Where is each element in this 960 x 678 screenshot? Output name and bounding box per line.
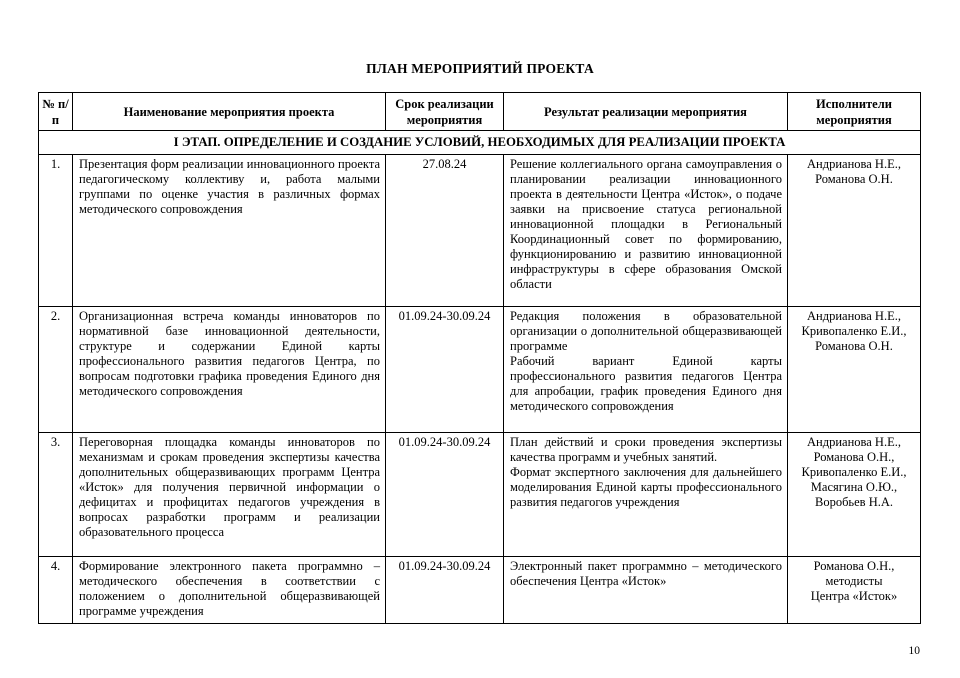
table-row xyxy=(39,433,921,557)
stage-section-title: I ЭТАП. ОПРЕДЕЛЕНИЕ И СОЗДАНИЕ УСЛОВИЙ, НЕОБХОДИМЫХ ДЛЯ РЕАЛИЗАЦИИ ПРОЕКТА xyxy=(39,131,921,155)
cell-period: 01.09.24-30.09.24 xyxy=(386,307,504,433)
document-title: ПЛАН МЕРОПРИЯТИЙ ПРОЕКТА xyxy=(366,61,594,76)
cell-result xyxy=(504,433,788,557)
stage-section-row xyxy=(39,131,921,155)
executor-line: Романова О.Н., xyxy=(813,450,895,464)
executor-line: Андрианова Н.Е., xyxy=(807,435,901,449)
result-paragraph: Формат экспертного заключения для дальнейшего моделирования Единой карты профессионального развития педагогов учреждения xyxy=(510,465,782,509)
executor-line: Центра «Исток» xyxy=(810,589,898,603)
table-row xyxy=(39,557,921,624)
cell-period: 27.08.24 xyxy=(386,155,504,307)
cell-period: 01.09.24-30.09.24 xyxy=(386,433,504,557)
project-plan-table xyxy=(38,92,921,624)
cell-result xyxy=(504,557,788,624)
executor-line: Кривопаленко Е.И., xyxy=(801,465,907,479)
cell-activity-name: Организационная встреча команды инноваторов по нормативной базе инновационной деятельности, структуре и содержании Единой карты профессионального развития педагогов Центра, по вопросам подготовки графика проведения Единого дня методического сопровождения xyxy=(73,307,386,433)
cell-executors xyxy=(788,433,921,557)
result-paragraph: План действий и сроки проведения экспертизы качества программ и учебных занятий. xyxy=(510,435,782,464)
header-num: № п/п xyxy=(39,93,73,131)
executor-line: Масягина О.Ю., xyxy=(810,480,898,494)
table-header-row xyxy=(39,93,921,131)
executor-line: Кривопаленко Е.И., xyxy=(801,324,907,338)
header-executors: Исполнители мероприятия xyxy=(788,93,921,131)
executor-line: Андрианова Н.Е., xyxy=(807,157,901,171)
cell-activity-name: Формирование электронного пакета программно – методического обеспечения в соответствии с положением о дополнительной общеразвивающей программе учреждения xyxy=(73,557,386,624)
result-paragraph: Решение коллегиального органа самоуправления о планировании реализации инновационного проекта в деятельности Центра «Исток», о подаче заявки на присвоение статуса региональной инновационной площадки в Региональный Координационный совет по формированию, функционированию и развитию инновационной инфраструктуры в сфере образования Омской области xyxy=(510,157,782,291)
cell-result xyxy=(504,307,788,433)
table-row xyxy=(39,155,921,307)
header-period: Срок реализации мероприятия xyxy=(386,93,504,131)
cell-executors xyxy=(788,557,921,624)
cell-executors xyxy=(788,155,921,307)
table-row xyxy=(39,307,921,433)
cell-row-number: 4. xyxy=(39,557,73,624)
cell-activity-name: Переговорная площадка команды инноваторов по механизмам и срокам проведения экспертизы качества дополнительных общеразвивающих программ Центра «Исток» для получения первичной информации о дефицитах и профицитах педагогов учреждения в вопросах разработки программ и реализации образовательного процесса xyxy=(73,433,386,557)
cell-row-number: 2. xyxy=(39,307,73,433)
cell-activity-name: Презентация форм реализации инновационного проекта педагогическому коллективу и, работа малыми группами по оценке участия в различных формах методического сопровождения xyxy=(73,155,386,307)
result-paragraph: Электронный пакет программно – методического обеспечения Центра «Исток» xyxy=(510,559,782,588)
executor-line: Андрианова Н.Е., xyxy=(807,309,901,323)
result-paragraph: Рабочий вариант Единой карты профессионального развития педагогов Центра для апробации, график проведения Единого дня методического сопровождения xyxy=(510,354,782,413)
cell-row-number: 1. xyxy=(39,155,73,307)
executor-line: методисты xyxy=(825,574,883,588)
page-number: 10 xyxy=(908,645,920,657)
cell-executors xyxy=(788,307,921,433)
executor-line: Воробьев Н.А. xyxy=(814,495,894,509)
header-activity-name: Наименование мероприятия проекта xyxy=(73,93,386,131)
cell-result xyxy=(504,155,788,307)
executor-line: Романова О.Н. xyxy=(815,172,893,186)
header-result: Результат реализации мероприятия xyxy=(504,93,788,131)
cell-period: 01.09.24-30.09.24 xyxy=(386,557,504,624)
executor-line: Романова О.Н., xyxy=(813,559,895,573)
cell-row-number: 3. xyxy=(39,433,73,557)
executor-line: Романова О.Н. xyxy=(815,339,893,353)
result-paragraph: Редакция положения в образовательной организации о дополнительной общеразвивающей программе xyxy=(510,309,782,353)
